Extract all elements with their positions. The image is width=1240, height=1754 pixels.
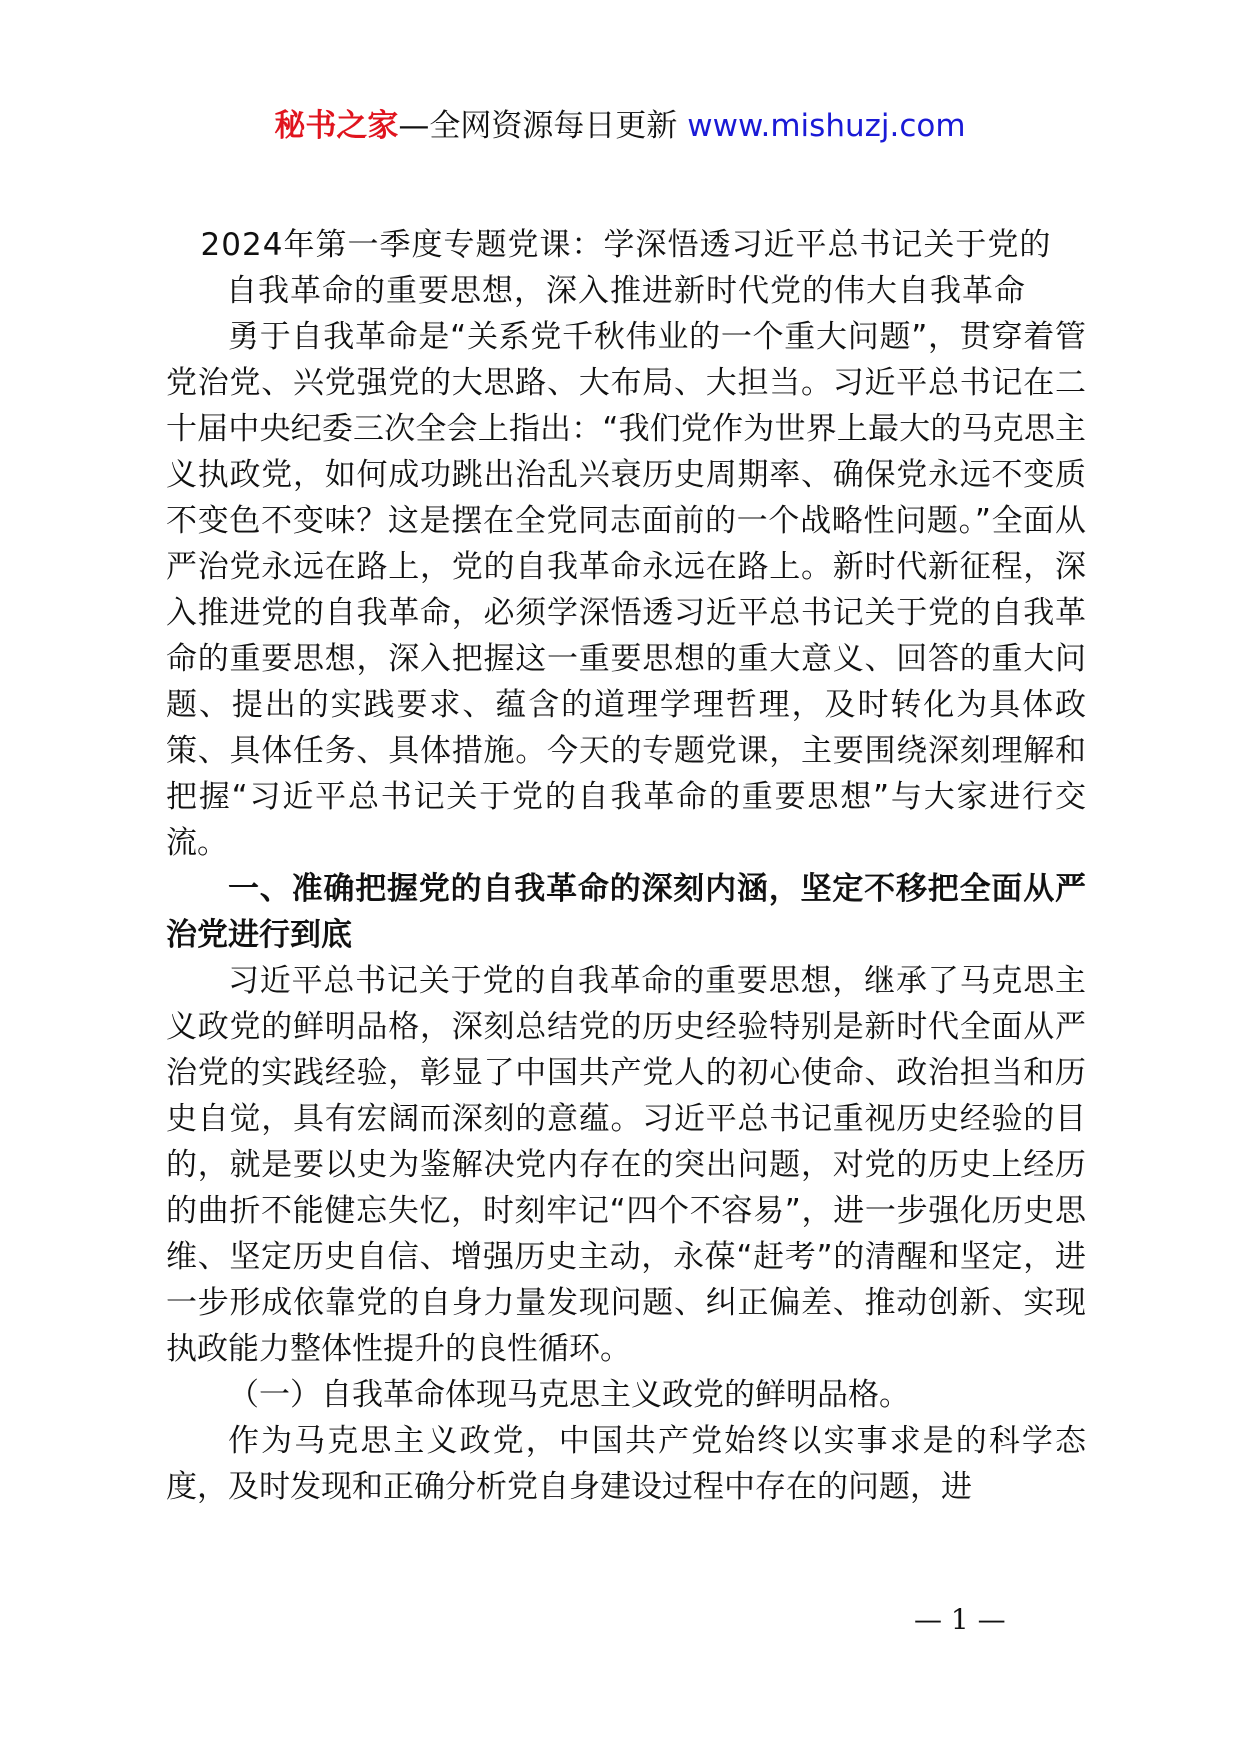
site-tagline: —全网资源每日更新 (398, 108, 678, 144)
document-title-line-2: 自我革命的重要思想，深入推进新时代党的伟大自我革命 (226, 273, 1026, 309)
section-heading-1: 一、准确把握党的自我革命的深刻内涵，坚定不移把全面从严治党进行到底 (166, 871, 1086, 953)
site-brand: 秘书之家 (274, 108, 399, 144)
site-header-banner (0, 96, 1240, 156)
document-title (166, 222, 1086, 314)
document-title-line-1: 2024年第一季度专题党课：学深悟透习近平总书记关于党的 (200, 227, 1052, 263)
intro-paragraph: 勇于自我革命是“关系党千秋伟业的一个重大问题”，贯穿着管党治党、兴党强党的大思路、大布局、大担当。习近平总书记在二十届中央纪委三次全会上指出：“我们党作为世界上最大的马克思主义执政党，如何成功跳出治乱兴衰历史周期率、确保党永远不变质不变色不变味？这是摆在全党同志面前的一个战略性问题。”全面从严治党永远在路上，党的自我革命永远在路上。新时代新征程，深入推进党的自我革命，必须学深悟透习近平总书记关于党的自我革命的重要思想，深入把握这一重要思想的重大意义、回答的重大问题、提出的实践要求、蕴含的道理学理哲理，及时转化为具体政策、具体任务、具体措施。今天的专题党课，主要围绕深刻理解和把握“习近平总书记关于党的自我革命的重要思想”与大家进行交流。 (166, 319, 1086, 861)
page-number: — 1 — (914, 1603, 1006, 1636)
document-body (166, 222, 1086, 1510)
subsection-1-paragraph: 作为马克思主义政党，中国共产党始终以实事求是的科学态度，及时发现和正确分析党自身建设过程中存在的问题，进 (166, 1423, 1086, 1505)
section-1-paragraph: 习近平总书记关于党的自我革命的重要思想，继承了马克思主义政党的鲜明品格，深刻总结党的历史经验特别是新时代全面从严治党的实践经验，彰显了中国共产党人的初心使命、政治担当和历史自觉，具有宏阔而深刻的意蕴。习近平总书记重视历史经验的目的，就是要以史为鉴解决党内存在的突出问题，对党的历史上经历的曲折不能健忘失忆，时刻牢记“四个不容易”，进一步强化历史思维、坚定历史自信、增强历史主动，永葆“赶考”的清醒和坚定，进一步形成依靠党的自身力量发现问题、纠正偏差、推动创新、实现执政能力整体性提升的良性循环。 (166, 963, 1086, 1367)
site-url-link[interactable]: www.mishuzj.com (687, 108, 966, 144)
subsection-heading-1: （一）自我革命体现马克思主义政党的鲜明品格。 (228, 1377, 910, 1413)
